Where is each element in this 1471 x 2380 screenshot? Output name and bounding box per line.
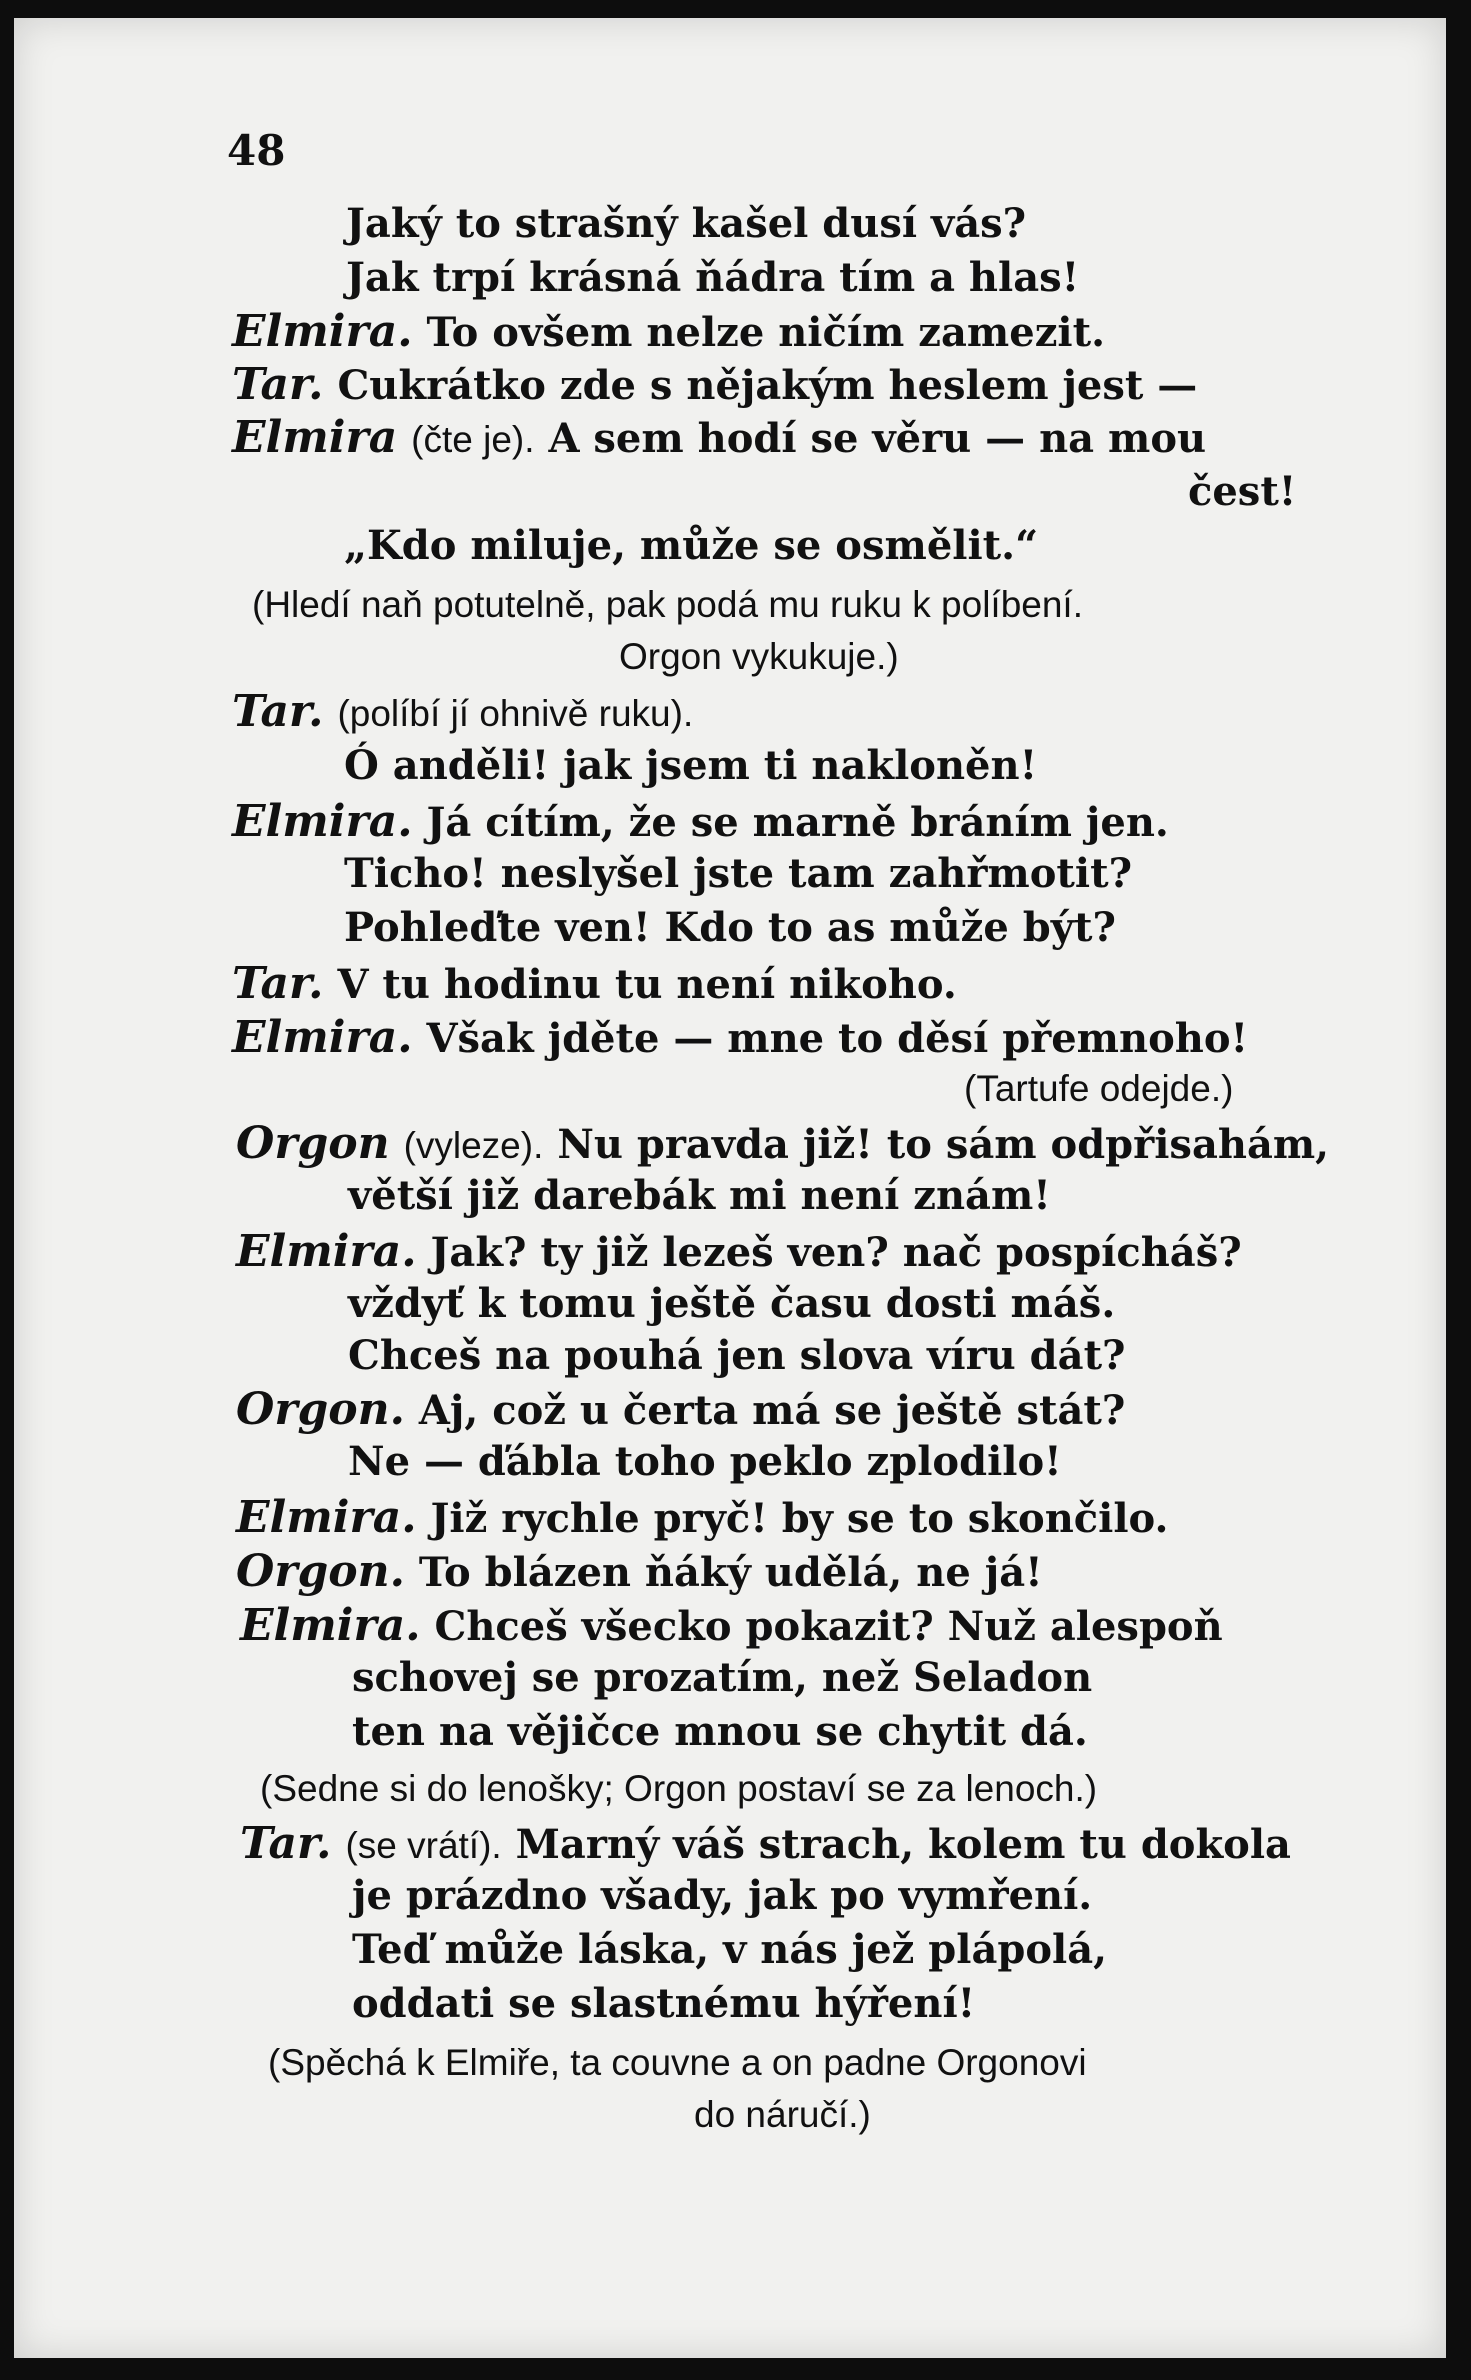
- speaker: Elmira.: [232, 796, 413, 847]
- verse-line: Teď může láska, v nás jež plápolá,: [352, 1926, 1108, 1973]
- speaker: Orgon.: [236, 1546, 405, 1597]
- verse-line: [232, 686, 694, 737]
- verse-line: Pohleďte ven! Kdo to as může být?: [344, 904, 1116, 951]
- verse-line: Tar. Cukrátko zde s nějakým heslem jest —: [232, 359, 1198, 410]
- stage-direction: do náručí.): [694, 2094, 871, 2135]
- verse-line: je prázdno všady, jak po vymření.: [352, 1872, 1093, 1919]
- speaker: Elmira: [232, 412, 398, 463]
- stage-direction: (políbí jí ohnivě ruku).: [337, 693, 694, 734]
- speaker: Elmira.: [240, 1600, 421, 1651]
- stage-direction: (se vrátí).: [345, 1825, 502, 1866]
- stage-direction: (Tartufe odejde.): [964, 1068, 1234, 1109]
- verse-line: Ticho! neslyšel jste tam zahřmotit?: [344, 850, 1133, 897]
- speaker: Elmira.: [232, 306, 413, 357]
- verse-line: Tar. (se vrátí). Marný váš strach, kolem tu dokola: [240, 1818, 1291, 1869]
- speaker: Tar.: [232, 958, 324, 1009]
- speaker: Orgon: [236, 1118, 390, 1169]
- stage-direction: (vyleze).: [403, 1125, 544, 1166]
- verse-line: Elmira (čte je). A sem hodí se věru — na mou: [232, 412, 1207, 463]
- stage-direction: Orgon vykukuje.): [619, 636, 899, 677]
- verse-line: Jaký to strašný kašel dusí vás?: [346, 200, 1027, 247]
- book-page: [14, 18, 1446, 2358]
- verse-line: Elmira. Jak? ty již lezeš ven? nač pospícháš?: [236, 1226, 1242, 1277]
- verse-line: Orgon. Aj, což u čerta má se ještě stát?: [236, 1384, 1126, 1435]
- speaker: Orgon.: [236, 1384, 405, 1435]
- verse-line: Elmira. To ovšem nelze ničím zamezit.: [232, 306, 1106, 357]
- speaker: Elmira.: [232, 1012, 413, 1063]
- verse-line: Elmira. Já cítím, že se marně bráním jen.: [232, 796, 1169, 847]
- stage-direction: (Hledí naň potutelně, pak podá mu ruku k políbení.: [252, 584, 1083, 625]
- verse-line: Ne — ďábla toho peklo zplodilo!: [348, 1438, 1062, 1485]
- verse-line: Tar. V tu hodinu tu není nikoho.: [232, 958, 957, 1009]
- speaker: Elmira.: [236, 1226, 417, 1277]
- stage-direction: (čte je).: [411, 419, 535, 460]
- verse-line: Chceš na pouhá jen slova víru dát?: [348, 1332, 1126, 1379]
- verse-line: Elmira. Chceš všecko pokazit? Nuž alespoň: [240, 1600, 1223, 1651]
- verse-line: Elmira. Již rychle pryč! by se to skončilo.: [236, 1492, 1169, 1543]
- stage-direction: (Spěchá k Elmiře, ta couvne a on padne Orgonovi: [268, 2042, 1087, 2083]
- verse-line: ten na vějičce mnou se chytit dá.: [352, 1708, 1088, 1755]
- speaker: Elmira.: [236, 1492, 417, 1543]
- speaker: Tar.: [232, 359, 324, 410]
- verse-line: čest!: [1188, 468, 1297, 515]
- page-number: 48: [227, 126, 286, 175]
- page-text: [14, 18, 1446, 2358]
- verse-line: Ó anděli! jak jsem ti nakloněn!: [344, 742, 1038, 789]
- verse-line: větší již darebák mi není znám!: [348, 1172, 1051, 1219]
- speaker: Tar.: [232, 686, 324, 737]
- verse-line: Orgon. To blázen ňáký udělá, ne já!: [236, 1546, 1043, 1597]
- verse-line: oddati se slastnému hýření!: [352, 1980, 976, 2027]
- verse-line: vždyť k tomu ještě času dosti máš.: [348, 1280, 1116, 1327]
- speaker: Tar.: [240, 1818, 332, 1869]
- verse-line: Jak trpí krásná ňádra tím a hlas!: [346, 254, 1080, 301]
- verse-line: „Kdo miluje, může se osmělit.“: [344, 522, 1039, 569]
- stage-direction: (Sedne si do lenošky; Orgon postaví se za lenoch.): [260, 1768, 1098, 1809]
- verse-line: Orgon (vyleze). Nu pravda již! to sám odpřisahám,: [236, 1118, 1330, 1169]
- verse-line: schovej se prozatím, než Seladon: [352, 1654, 1093, 1701]
- verse-line: Elmira. Však jděte — mne to děsí přemnoho!: [232, 1012, 1249, 1063]
